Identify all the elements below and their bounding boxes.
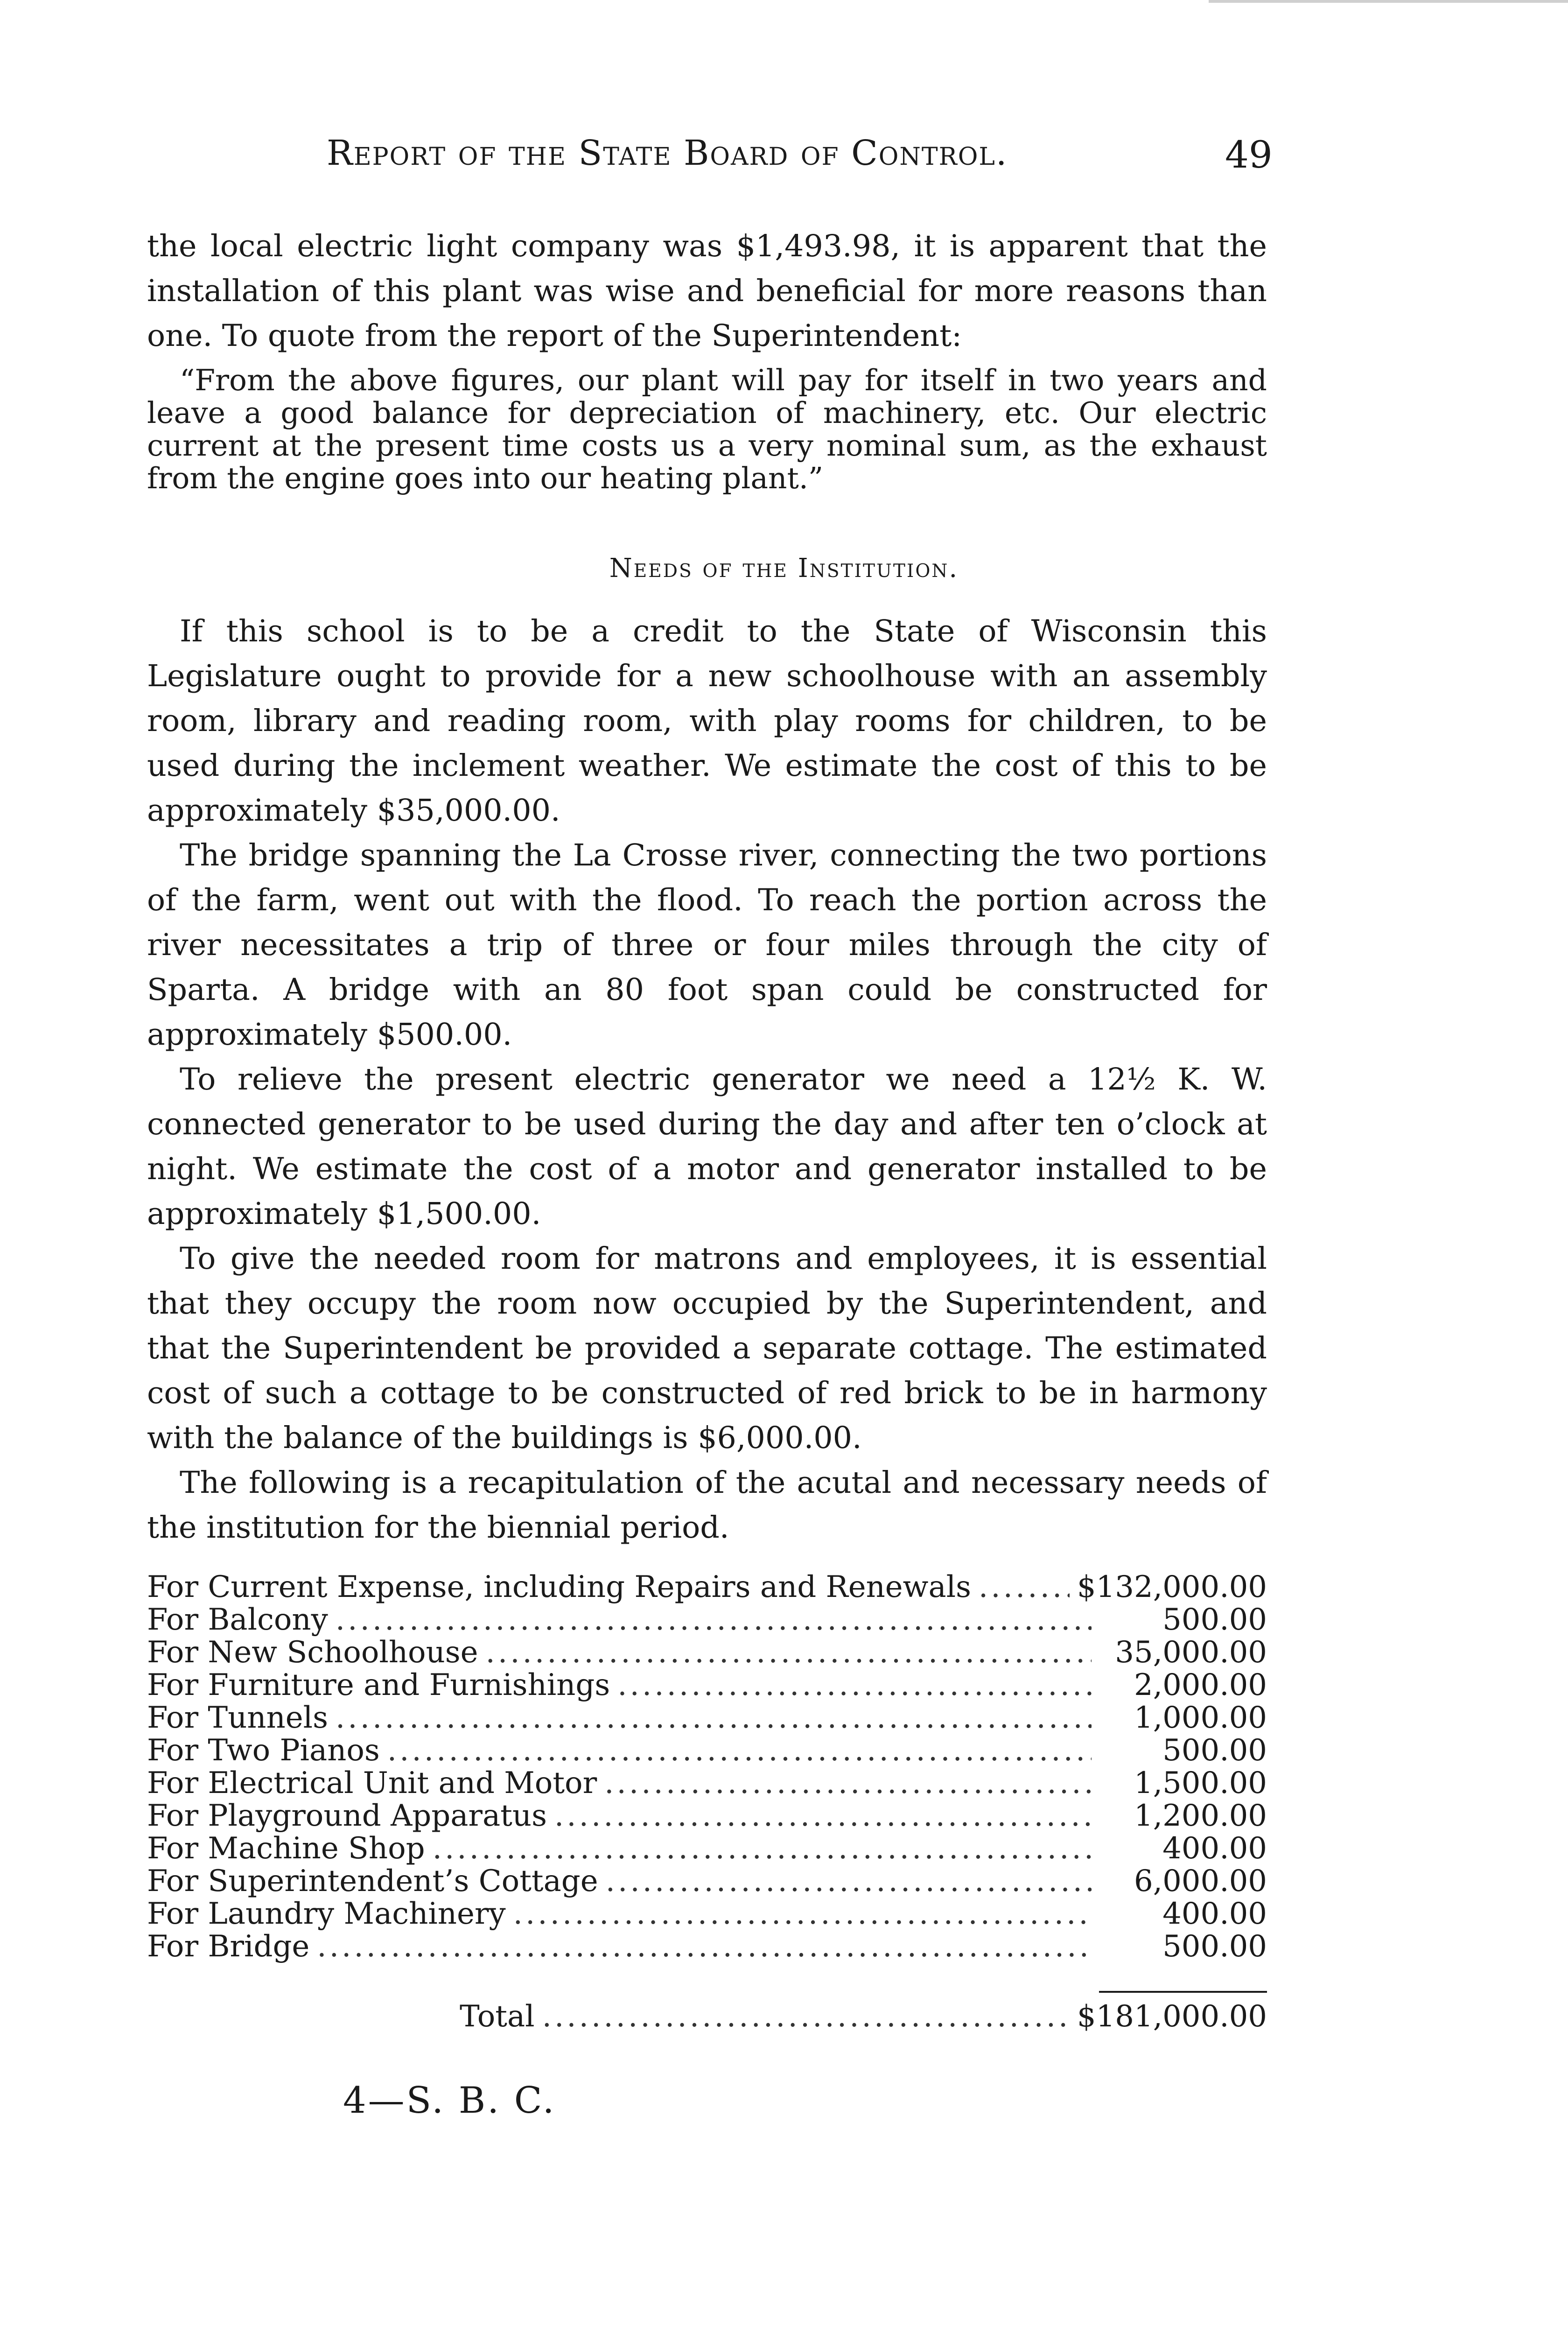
ledger-row [147, 1734, 1267, 1767]
ledger-amount: 500.00 [1162, 1603, 1267, 1637]
scan-edge-rule [1209, 0, 1568, 3]
ledger-label: For Tunnels [147, 1701, 328, 1735]
paragraph-cottage: To give the needed room for matrons and employees, it is essential that they occupy the room now occupied by the Superintendent, and that the Superintendent be provided a separate cottage. The estimated cost of such a cottage to be constructed of red brick to be in harmony with the balance of the buildings is $6,000.00. [147, 1241, 1267, 1455]
leader-dots [486, 1636, 1092, 1669]
section-heading: Needs of the Institution. [609, 553, 959, 584]
leader-dots [387, 1734, 1092, 1767]
ledger-row [147, 1603, 1267, 1636]
paragraph-bridge: The bridge spanning the La Crosse river, connecting the two portions of the farm, went out with the flood. To reach the portion across the river necessitates a trip of three or four miles through the city of Sparta. A bridge with an 80 foot span could be constructed for approximately $500.00. [147, 838, 1267, 1052]
ledger-row [147, 1865, 1267, 1898]
needs-ledger [147, 1571, 1267, 1963]
leader-dots [433, 1832, 1092, 1865]
leader-dots [336, 1701, 1092, 1734]
ledger-amount: 400.00 [1162, 1831, 1267, 1866]
leader-dots [513, 1898, 1092, 1930]
ledger-row [147, 1701, 1267, 1734]
leader-dots [336, 1603, 1092, 1636]
page-number: 49 [1225, 133, 1273, 176]
leader-dots [617, 1669, 1092, 1701]
ledger-amount: $132,000.00 [1077, 1570, 1267, 1604]
leader-dots [979, 1571, 1070, 1603]
ledger-row [147, 1832, 1267, 1865]
ledger-row [147, 1930, 1267, 1963]
leader-dots [542, 2000, 1070, 2033]
superintendent-quote [147, 364, 1267, 495]
ledger-label: For Laundry Machinery [147, 1897, 506, 1931]
leader-dots [604, 1767, 1092, 1800]
ledger-label: For Playground Apparatus [147, 1799, 547, 1833]
ledger-label: For Two Pianos [147, 1733, 380, 1768]
needs-body [147, 609, 1267, 1550]
intro-paragraph-block [147, 224, 1267, 359]
total-rule [1099, 1991, 1267, 1993]
ledger-amount: 400.00 [1162, 1897, 1267, 1931]
paragraph-generator: To relieve the present electric generator we need a 12½ K. W. connected generator to be used during the day and after ten o’clock at night. We estimate the cost of a motor and generator installed to be approximately $1,500.00. [147, 1062, 1267, 1231]
ledger-row [147, 1669, 1267, 1701]
header-word: of the [458, 133, 567, 173]
header-word: Report [327, 133, 447, 173]
leader-dots [606, 1865, 1092, 1898]
header-word: State [578, 133, 672, 173]
ledger-amount: 35,000.00 [1115, 1635, 1267, 1670]
total-label: Total [460, 1999, 535, 2034]
paragraph-schoolhouse: If this school is to be a credit to the State of Wisconsin this Legislature ought to provide for a new schoolhouse with an assembly room, library and reading room, with play rooms for children, to be used during the inclement weather. We estimate the cost of this to be approximately $35,000.00. [147, 614, 1267, 828]
intro-paragraph: the local electric light company was $1,493.98, it is apparent that the installation of this plant was wise and beneficial for more reasons than one. To quote from the report of the Superintendent: [147, 229, 1267, 353]
header-word: Board [683, 133, 789, 173]
ledger-amount: 2,000.00 [1134, 1668, 1267, 1702]
ledger-amount: 500.00 [1162, 1733, 1267, 1768]
ledger-row [147, 1636, 1267, 1669]
ledger-label: For Electrical Unit and Motor [147, 1766, 597, 1800]
ledger-total-row [460, 2000, 1267, 2033]
ledger-label: For Machine Shop [147, 1831, 425, 1866]
ledger-label: For Balcony [147, 1603, 328, 1637]
ledger-amount: 6,000.00 [1134, 1864, 1267, 1898]
header-word: of [800, 133, 840, 173]
ledger-label: For Bridge [147, 1929, 310, 1964]
leader-dots [554, 1800, 1092, 1832]
ledger-label: For Furniture and Furnishings [147, 1668, 610, 1702]
header-word: Control. [851, 133, 1008, 173]
ledger-label: For New Schoolhouse [147, 1635, 478, 1670]
ledger-row [147, 1767, 1267, 1800]
ledger-row [147, 1800, 1267, 1832]
ledger-label: For Current Expense, including Repairs and Renewals [147, 1570, 971, 1604]
total-amount: $181,000.00 [1077, 1999, 1267, 2034]
ledger-amount: 1,000.00 [1134, 1701, 1267, 1735]
ledger-amount: 1,500.00 [1134, 1766, 1267, 1800]
ledger-amount: 1,200.00 [1134, 1799, 1267, 1833]
leader-dots [317, 1930, 1092, 1963]
ledger-amount: 500.00 [1162, 1929, 1267, 1964]
ledger-row [147, 1898, 1267, 1930]
paragraph-recapitulation: The following is a recapitulation of the acutal and necessary needs of the institution for the biennial period. [147, 1465, 1267, 1545]
quote-text: “From the above figures, our plant will pay for itself in two years and leave a good balance for depreciation of machinery, etc. Our electric current at the present time costs us a very nominal sum, as the exhaust from the engine goes into our heating plant.” [147, 363, 1267, 495]
ledger-row [147, 1571, 1267, 1603]
running-header [327, 133, 1129, 173]
signature-code: 4—S. B. C. [343, 2080, 556, 2122]
ledger-label: For Superintendent’s Cottage [147, 1864, 598, 1898]
